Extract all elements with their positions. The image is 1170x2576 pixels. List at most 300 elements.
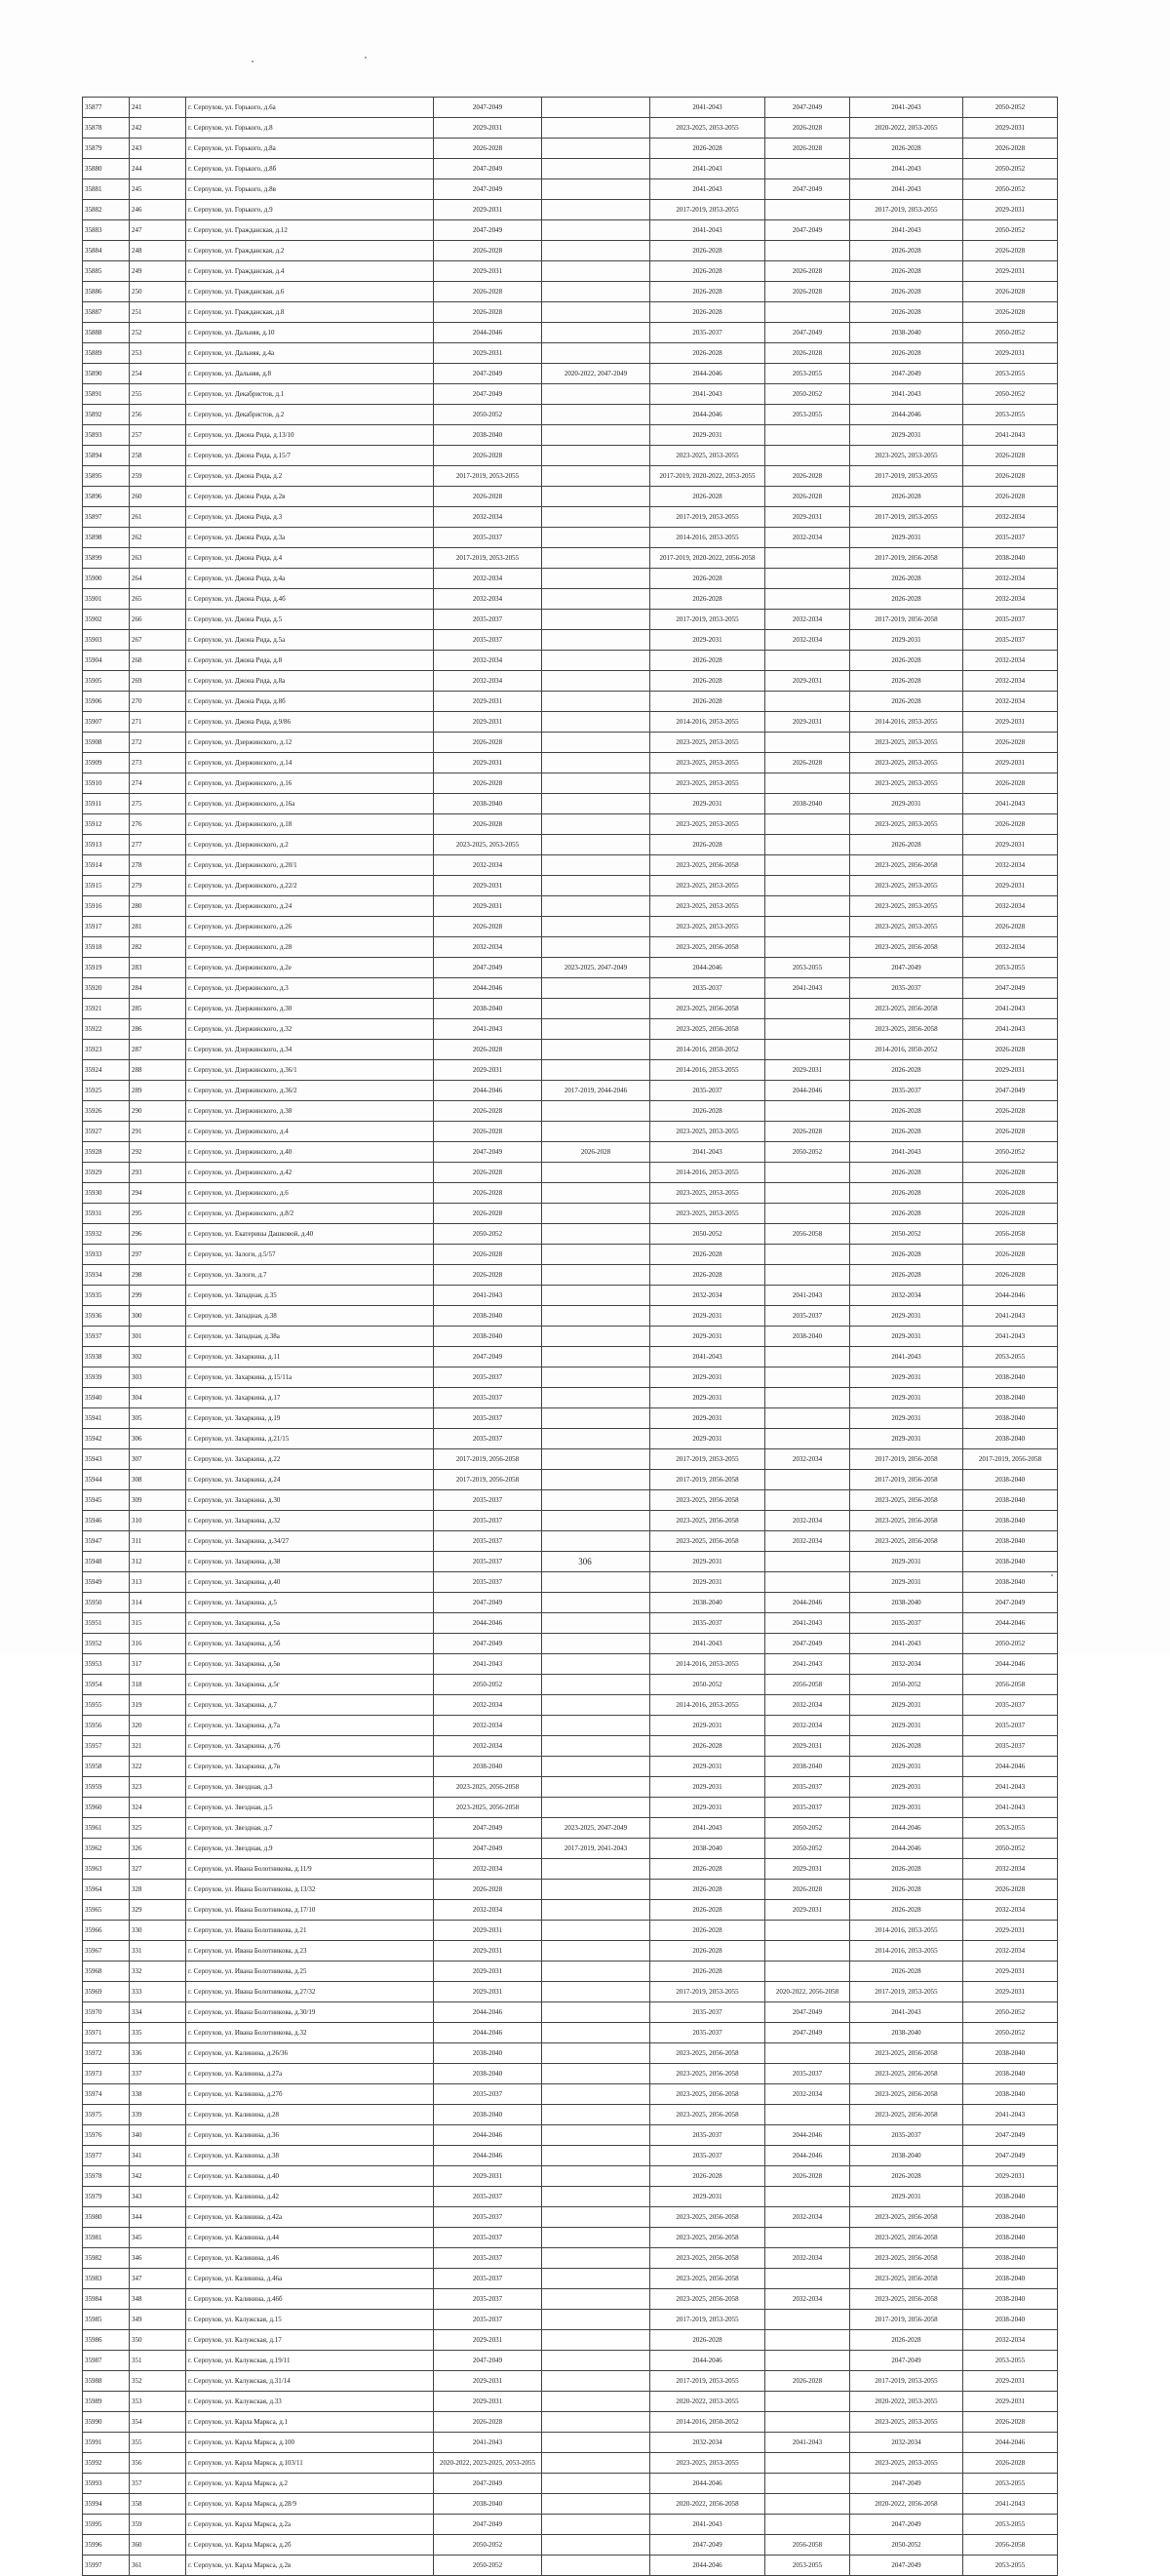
- table-cell: 2035-2037: [434, 2187, 542, 2207]
- table-cell: 308: [130, 1470, 186, 1490]
- table-cell: 35997: [83, 2556, 130, 2576]
- table-cell: 2020-2022, 2053-2055: [850, 2392, 963, 2412]
- table-cell: [542, 1019, 650, 1040]
- table-cell: г. Серпухов, ул. Джона Рида, д.8а: [186, 671, 434, 692]
- table-cell: 2026-2028: [650, 671, 765, 692]
- table-cell: 2032-2034: [963, 589, 1058, 610]
- table-cell: [542, 2535, 650, 2556]
- table-cell: 2026-2028: [650, 1900, 765, 1921]
- table-cell: 2029-2031: [434, 692, 542, 712]
- table-cell: 2029-2031: [765, 1060, 850, 1081]
- table-row: [83, 1531, 1058, 1552]
- table-cell: 35969: [83, 1982, 130, 2002]
- table-cell: 341: [130, 2146, 186, 2166]
- table-cell: 2023-2025, 2056-2058: [850, 2064, 963, 2084]
- table-cell: 35930: [83, 1183, 130, 1204]
- table-cell: [542, 2064, 650, 2084]
- table-cell: г. Серпухов, ул. Ивана Болотникова, д.27/32: [186, 1982, 434, 2002]
- table-cell: 2047-2049: [850, 364, 963, 384]
- table-cell: г. Серпухов, ул. Дзержинского, д.16: [186, 773, 434, 794]
- table-cell: 2020-2022, 2053-2055: [650, 2392, 765, 2412]
- table-row: [83, 2002, 1058, 2023]
- table-cell: [542, 384, 650, 405]
- table-row: [83, 1634, 1058, 1654]
- table-cell: 2029-2031: [650, 1367, 765, 1388]
- table-cell: 263: [130, 548, 186, 569]
- table-cell: 2023-2025, 2053-2055: [850, 876, 963, 896]
- table-cell: 2029-2031: [963, 753, 1058, 773]
- table-row: [83, 179, 1058, 200]
- table-cell: 2053-2055: [963, 2474, 1058, 2494]
- table-cell: 35927: [83, 1122, 130, 1142]
- table-cell: 337: [130, 2064, 186, 2084]
- table-cell: г. Серпухов, ул. Калинина, д.28: [186, 2105, 434, 2125]
- table-cell: 35968: [83, 1962, 130, 1982]
- table-cell: 2026-2028: [963, 1101, 1058, 1122]
- table-row: [83, 548, 1058, 569]
- table-cell: [765, 425, 850, 446]
- table-cell: г. Серпухов, ул. Дзержинского, д.6: [186, 1183, 434, 1204]
- table-cell: 2026-2028: [850, 1183, 963, 1204]
- table-cell: 2029-2031: [963, 343, 1058, 364]
- table-row: [83, 1327, 1058, 1347]
- table-cell: 252: [130, 323, 186, 343]
- table-cell: г. Серпухов, ул. Джона Рида, д.8б: [186, 692, 434, 712]
- table-cell: 294: [130, 1183, 186, 1204]
- table-cell: г. Серпухов, ул. Западная, д.35: [186, 1286, 434, 1306]
- table-cell: 35912: [83, 814, 130, 835]
- table-cell: 2023-2025, 2056-2058: [850, 2207, 963, 2228]
- table-cell: 2029-2031: [850, 630, 963, 651]
- table-cell: 318: [130, 1675, 186, 1695]
- table-cell: [765, 1921, 850, 1941]
- table-cell: [542, 1654, 650, 1675]
- table-cell: [542, 1245, 650, 1265]
- table-cell: [765, 1204, 850, 1224]
- table-cell: 2050-2052: [850, 2535, 963, 2556]
- table-cell: 251: [130, 302, 186, 323]
- table-cell: 2041-2043: [650, 1142, 765, 1163]
- table-cell: г. Серпухов, ул. Дзержинского, д.2: [186, 835, 434, 855]
- table-cell: [542, 1531, 650, 1552]
- table-cell: [542, 671, 650, 692]
- table-cell: 2023-2025, 2056-2058: [850, 1511, 963, 1531]
- table-cell: [542, 1982, 650, 2002]
- table-cell: 2038-2040: [434, 999, 542, 1019]
- table-cell: 2029-2031: [850, 1798, 963, 1818]
- table-cell: [765, 1962, 850, 1982]
- table-cell: 290: [130, 1101, 186, 1122]
- table-cell: 2026-2028: [963, 1040, 1058, 1060]
- table-cell: 35925: [83, 1081, 130, 1101]
- table-row: [83, 1183, 1058, 1204]
- table-cell: 265: [130, 589, 186, 610]
- table-row: [83, 302, 1058, 323]
- table-cell: 2041-2043: [650, 179, 765, 200]
- table-cell: 2041-2043: [963, 1798, 1058, 1818]
- table-cell: 2047-2049: [765, 2023, 850, 2043]
- table-cell: 2023-2025, 2056-2058: [650, 1531, 765, 1552]
- table-cell: 35915: [83, 876, 130, 896]
- table-cell: 258: [130, 446, 186, 466]
- table-cell: 35947: [83, 1531, 130, 1552]
- table-cell: 276: [130, 814, 186, 835]
- table-cell: [765, 2330, 850, 2351]
- table-cell: 246: [130, 200, 186, 220]
- table-cell: 352: [130, 2371, 186, 2392]
- table-row: [83, 814, 1058, 835]
- table-cell: 35994: [83, 2494, 130, 2515]
- table-cell: 2047-2049: [434, 98, 542, 118]
- table-cell: 2029-2031: [434, 200, 542, 220]
- table-cell: [542, 651, 650, 671]
- table-cell: 2023-2025, 2056-2058: [650, 2105, 765, 2125]
- table-cell: 2038-2040: [963, 1429, 1058, 1449]
- table-cell: 2053-2055: [963, 405, 1058, 425]
- table-cell: 35894: [83, 446, 130, 466]
- table-cell: 2026-2028: [850, 589, 963, 610]
- table-cell: [542, 1347, 650, 1367]
- table-cell: 2023-2025, 2056-2058: [650, 1019, 765, 1040]
- table-cell: 2032-2034: [765, 2084, 850, 2105]
- table-cell: 2032-2034: [434, 651, 542, 671]
- table-cell: 35879: [83, 139, 130, 159]
- table-row: [83, 1101, 1058, 1122]
- table-cell: 35902: [83, 610, 130, 630]
- table-cell: 2041-2043: [963, 794, 1058, 814]
- table-cell: 2029-2031: [963, 2371, 1058, 2392]
- table-cell: 35914: [83, 855, 130, 876]
- table-cell: 2035-2037: [434, 1388, 542, 1408]
- table-cell: 2041-2043: [650, 98, 765, 118]
- table-cell: 2038-2040: [434, 1327, 542, 1347]
- table-cell: 2056-2058: [963, 1675, 1058, 1695]
- table-cell: 2035-2037: [434, 1511, 542, 1531]
- table-cell: 2044-2046: [650, 2556, 765, 2576]
- table-cell: 2032-2034: [434, 1900, 542, 1921]
- table-cell: 342: [130, 2166, 186, 2187]
- table-cell: 2026-2028: [650, 1921, 765, 1941]
- table-cell: 250: [130, 282, 186, 302]
- table-cell: 2032-2034: [963, 651, 1058, 671]
- table-cell: г. Серпухов, ул. Джона Рида, д.15/7: [186, 446, 434, 466]
- table-row: [83, 364, 1058, 384]
- table-cell: 2041-2043: [963, 1777, 1058, 1798]
- table-cell: [542, 1921, 650, 1941]
- table-cell: 249: [130, 261, 186, 282]
- table-cell: [765, 692, 850, 712]
- table-row: [83, 98, 1058, 118]
- table-cell: 35949: [83, 1572, 130, 1593]
- table-cell: 2041-2043: [765, 978, 850, 999]
- table-cell: г. Серпухов, ул. Калинина, д.26/36: [186, 2043, 434, 2064]
- table-cell: 2038-2040: [963, 2248, 1058, 2269]
- table-cell: 2023-2025, 2053-2055: [650, 446, 765, 466]
- table-cell: 278: [130, 855, 186, 876]
- table-cell: 35992: [83, 2453, 130, 2474]
- table-cell: 303: [130, 1367, 186, 1388]
- table-cell: 2029-2031: [850, 1757, 963, 1777]
- table-cell: 2035-2037: [650, 2146, 765, 2166]
- table-cell: [542, 2310, 650, 2330]
- table-cell: 2026-2028: [650, 1245, 765, 1265]
- table-cell: [765, 937, 850, 958]
- table-cell: 2017-2019, 2053-2055: [850, 200, 963, 220]
- table-cell: 2026-2028: [963, 1880, 1058, 1900]
- table-row: [83, 1921, 1058, 1941]
- table-cell: 35946: [83, 1511, 130, 1531]
- table-cell: [542, 1265, 650, 1286]
- table-row: [83, 917, 1058, 937]
- table-cell: [542, 610, 650, 630]
- table-cell: 2029-2031: [963, 2166, 1058, 2187]
- table-cell: 326: [130, 1839, 186, 1859]
- table-cell: 2041-2043: [963, 1019, 1058, 1040]
- table-cell: 2032-2034: [850, 1286, 963, 1306]
- table-cell: 2029-2031: [434, 2166, 542, 2187]
- table-cell: [542, 1183, 650, 1204]
- table-cell: 2029-2031: [963, 1060, 1058, 1081]
- table-cell: 2026-2028: [434, 733, 542, 753]
- table-cell: 275: [130, 794, 186, 814]
- table-cell: 2026-2028: [765, 118, 850, 139]
- table-cell: 2044-2046: [434, 1613, 542, 1634]
- table-cell: 2026-2028: [434, 1265, 542, 1286]
- table-row: [83, 1224, 1058, 1245]
- table-cell: 2050-2052: [963, 2023, 1058, 2043]
- table-cell: 2026-2028: [963, 139, 1058, 159]
- table-cell: 2029-2031: [434, 1982, 542, 2002]
- table-cell: 2029-2031: [765, 671, 850, 692]
- table-cell: [765, 1265, 850, 1286]
- table-cell: [542, 1449, 650, 1470]
- table-cell: 35886: [83, 282, 130, 302]
- table-cell: 351: [130, 2351, 186, 2371]
- table-cell: 2044-2046: [434, 323, 542, 343]
- table-cell: г. Серпухов, ул. Залоги, д.7: [186, 1265, 434, 1286]
- table-cell: 2032-2034: [765, 2248, 850, 2269]
- table-cell: 2053-2055: [765, 958, 850, 978]
- table-cell: 2026-2028: [850, 1245, 963, 1265]
- table-cell: 257: [130, 425, 186, 446]
- table-cell: 2041-2043: [850, 2002, 963, 2023]
- table-row: [83, 2371, 1058, 2392]
- table-cell: 284: [130, 978, 186, 999]
- table-cell: 2029-2031: [650, 1552, 765, 1572]
- table-cell: 35973: [83, 2064, 130, 2084]
- table-cell: 35910: [83, 773, 130, 794]
- table-cell: 2032-2034: [963, 896, 1058, 917]
- table-cell: 35905: [83, 671, 130, 692]
- table-cell: 2023-2025, 2056-2058: [650, 1511, 765, 1531]
- table-cell: 2026-2028: [765, 466, 850, 487]
- table-cell: 2029-2031: [850, 528, 963, 548]
- table-cell: [542, 569, 650, 589]
- table-cell: 2026-2028: [850, 2330, 963, 2351]
- table-cell: 242: [130, 118, 186, 139]
- table-cell: 272: [130, 733, 186, 753]
- table-cell: 35991: [83, 2433, 130, 2453]
- table-cell: [765, 569, 850, 589]
- table-cell: 2026-2028: [650, 241, 765, 261]
- table-cell: 2023-2025, 2056-2058: [650, 2289, 765, 2310]
- table-cell: [542, 425, 650, 446]
- table-cell: 2035-2037: [850, 1613, 963, 1634]
- table-cell: 2026-2028: [850, 1060, 963, 1081]
- table-cell: 269: [130, 671, 186, 692]
- table-cell: [542, 507, 650, 528]
- table-cell: 2017-2019, 2056-2058: [434, 1470, 542, 1490]
- table-row: [83, 507, 1058, 528]
- table-cell: 360: [130, 2535, 186, 2556]
- table-cell: [542, 139, 650, 159]
- table-cell: 2038-2040: [765, 794, 850, 814]
- table-cell: 2047-2049: [765, 98, 850, 118]
- table-cell: 2026-2028: [765, 343, 850, 364]
- table-cell: г. Серпухов, ул. Ивана Болотникова, д.30/19: [186, 2002, 434, 2023]
- table-row: [83, 159, 1058, 179]
- table-cell: 35938: [83, 1347, 130, 1367]
- table-cell: [542, 1572, 650, 1593]
- table-cell: [765, 1408, 850, 1429]
- table-cell: 2026-2028: [765, 139, 850, 159]
- table-cell: 35951: [83, 1613, 130, 1634]
- table-cell: 2026-2028: [850, 1122, 963, 1142]
- table-cell: 2026-2028: [434, 302, 542, 323]
- table-cell: 298: [130, 1265, 186, 1286]
- table-cell: 2029-2031: [850, 1552, 963, 1572]
- table-cell: 2017-2019, 2056-2058: [850, 2310, 963, 2330]
- table-row: [83, 1142, 1058, 1163]
- table-cell: 2017-2019, 2056-2058: [963, 1449, 1058, 1470]
- table-cell: [542, 1122, 650, 1142]
- table-cell: 2032-2034: [850, 1654, 963, 1675]
- table-cell: 2041-2043: [963, 1327, 1058, 1347]
- table-row: [83, 1286, 1058, 1306]
- table-cell: [765, 2105, 850, 2125]
- table-cell: г. Серпухов, ул. Захаркина, д.21/15: [186, 1429, 434, 1449]
- table-cell: 2029-2031: [434, 1941, 542, 1962]
- table-cell: г. Серпухов, ул. Дзержинского, д.14: [186, 753, 434, 773]
- table-cell: г. Серпухов, ул. Западная, д.38: [186, 1306, 434, 1327]
- table-cell: 334: [130, 2002, 186, 2023]
- table-cell: [542, 1716, 650, 1736]
- table-cell: 35924: [83, 1060, 130, 1081]
- table-cell: г. Серпухов, ул. Звездная, д.5: [186, 1798, 434, 1818]
- table-cell: 2023-2025, 2056-2058: [650, 2269, 765, 2289]
- table-row: [83, 2043, 1058, 2064]
- table-cell: 2041-2043: [434, 1019, 542, 1040]
- table-cell: [765, 2269, 850, 2289]
- table-cell: 317: [130, 1654, 186, 1675]
- table-cell: 2047-2049: [434, 1818, 542, 1839]
- table-row: [83, 1716, 1058, 1736]
- table-cell: [542, 773, 650, 794]
- table-cell: 2050-2052: [963, 1142, 1058, 1163]
- table-row: [83, 651, 1058, 671]
- table-cell: 2023-2025, 2056-2058: [850, 2289, 963, 2310]
- table-cell: 304: [130, 1388, 186, 1408]
- table-cell: 2041-2043: [434, 1654, 542, 1675]
- table-cell: г. Серпухов, ул. Горького, д.6а: [186, 98, 434, 118]
- table-cell: 2035-2037: [765, 1777, 850, 1798]
- table-cell: 2026-2028: [434, 1245, 542, 1265]
- table-row: [83, 1982, 1058, 2002]
- table-row: [83, 2330, 1058, 2351]
- table-cell: 2035-2037: [434, 1490, 542, 1511]
- table-cell: 2026-2028: [850, 1900, 963, 1921]
- table-cell: 2035-2037: [765, 1798, 850, 1818]
- table-cell: 35881: [83, 179, 130, 200]
- table-cell: 2029-2031: [963, 261, 1058, 282]
- table-cell: 2014-2016, 2053-2055: [650, 1060, 765, 1081]
- table-cell: 2017-2019, 2053-2055: [650, 1982, 765, 2002]
- table-cell: 313: [130, 1572, 186, 1593]
- table-cell: [765, 159, 850, 179]
- table-cell: [765, 2228, 850, 2248]
- table-cell: г. Серпухов, ул. Гражданская, д.6: [186, 282, 434, 302]
- table-cell: 2050-2052: [963, 384, 1058, 405]
- table-row: [83, 2166, 1058, 2187]
- table-cell: 35933: [83, 1245, 130, 1265]
- table-cell: 283: [130, 958, 186, 978]
- table-cell: 2050-2052: [850, 1224, 963, 1245]
- table-cell: [765, 589, 850, 610]
- table-cell: 2032-2034: [434, 589, 542, 610]
- table-cell: 35977: [83, 2146, 130, 2166]
- table-cell: 2023-2025, 2056-2058: [650, 2207, 765, 2228]
- table-row: [83, 876, 1058, 896]
- table-cell: 2014-2016, 2053-2055: [650, 1654, 765, 1675]
- table-cell: [542, 712, 650, 733]
- table-row: [83, 2228, 1058, 2248]
- table-cell: 35989: [83, 2392, 130, 2412]
- table-cell: 2023-2025, 2053-2055: [850, 814, 963, 835]
- table-cell: [542, 2002, 650, 2023]
- table-cell: [765, 548, 850, 569]
- table-cell: 35903: [83, 630, 130, 651]
- table-cell: 2035-2037: [963, 528, 1058, 548]
- table-cell: 2026-2028: [963, 2412, 1058, 2433]
- table-cell: [542, 1490, 650, 1511]
- table-cell: [542, 978, 650, 999]
- table-cell: 244: [130, 159, 186, 179]
- table-cell: г. Серпухов, ул. Горького, д.8а: [186, 139, 434, 159]
- table-cell: 2041-2043: [434, 1286, 542, 1306]
- table-cell: 2044-2046: [850, 1839, 963, 1859]
- table-cell: г. Серпухов, ул. Калинина, д.46а: [186, 2269, 434, 2289]
- table-cell: [542, 2125, 650, 2146]
- table-cell: 2017-2019, 2053-2055: [434, 466, 542, 487]
- table-cell: [542, 2146, 650, 2166]
- table-cell: 358: [130, 2494, 186, 2515]
- table-row: [83, 2187, 1058, 2207]
- table-cell: 2029-2031: [650, 794, 765, 814]
- table-cell: 2029-2031: [850, 1572, 963, 1593]
- table-cell: г. Серпухов, ул. Карла Маркса, д.100: [186, 2433, 434, 2453]
- table-cell: 354: [130, 2412, 186, 2433]
- table-cell: 35939: [83, 1367, 130, 1388]
- table-cell: 2038-2040: [434, 2043, 542, 2064]
- table-cell: [542, 405, 650, 425]
- table-cell: 2026-2028: [650, 343, 765, 364]
- table-cell: 35923: [83, 1040, 130, 1060]
- table-cell: 35981: [83, 2228, 130, 2248]
- table-cell: [542, 2474, 650, 2494]
- table-cell: 2023-2025, 2056-2058: [850, 2084, 963, 2105]
- table-cell: 2017-2019, 2053-2055: [650, 200, 765, 220]
- table-cell: 2023-2025, 2056-2058: [650, 999, 765, 1019]
